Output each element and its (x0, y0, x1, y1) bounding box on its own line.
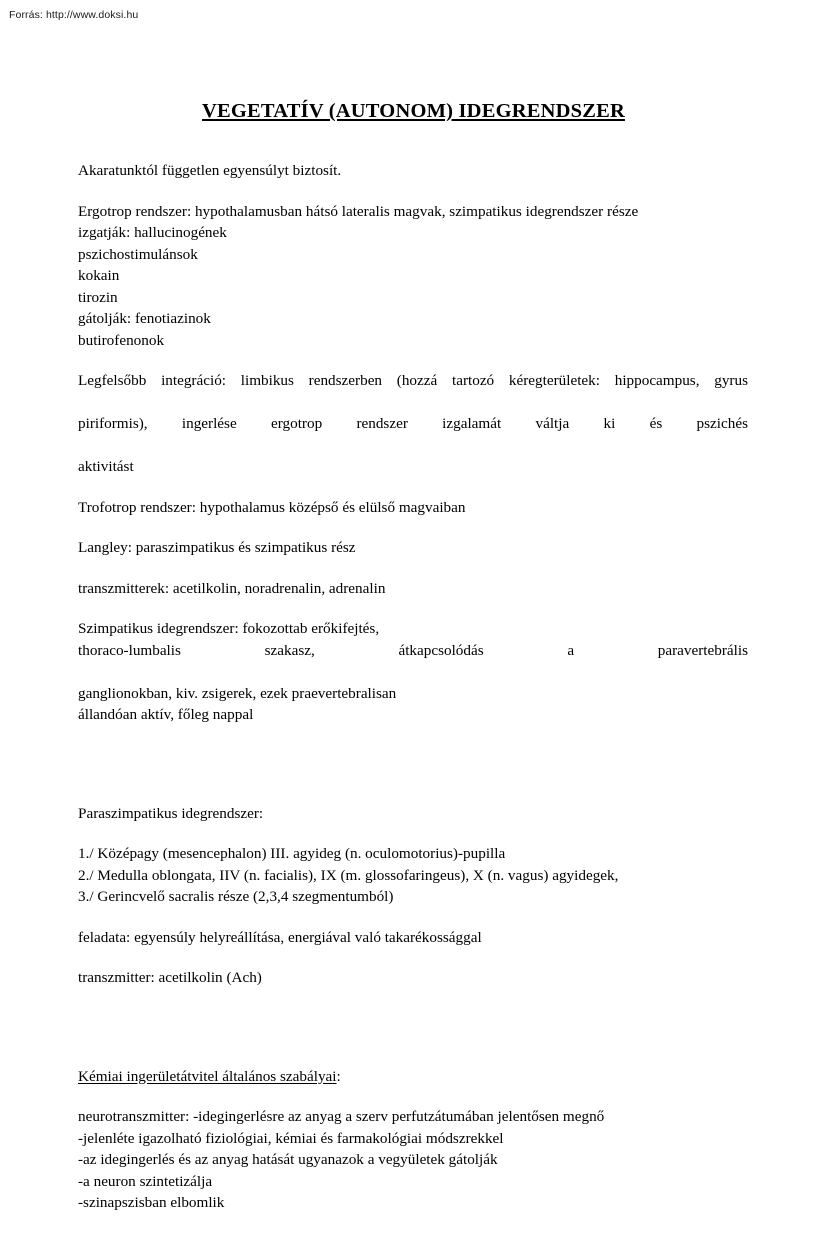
ergotrop-stimulate-item: kokain (78, 267, 120, 284)
chemical-transmission-heading-block (78, 1066, 748, 1088)
neurotransmitter-rule: -szinapszisban elbomlik (78, 1194, 225, 1211)
chemical-transmission-heading-colon: : (336, 1067, 341, 1085)
neurotransmitter-lead: neurotranszmitter: -idegingerlésre az anyag a szerv perfutzátumában jelentősen megnő (78, 1108, 605, 1125)
parasympathetic-task-block (78, 927, 748, 949)
ergotrop-inhibit-label: gátolják: fenotiazinok (78, 310, 211, 327)
sympathetic-line-1: thoraco-lumbalis szakasz, átkapcsolódás a paravertebrális (78, 641, 748, 659)
chemical-transmission-heading-text: Kémiai ingerületátvitel általános szabályai (78, 1067, 337, 1085)
source-url-header: Forrás: http://www.doksi.hu (9, 9, 139, 21)
neurotransmitter-rule: -az idegingerlés és az anyag hatását ugyanazok a vegyületek gátolják (78, 1151, 498, 1168)
integration-block (78, 370, 748, 478)
integration-line-2: piriformis), ingerlése ergotrop rendszer izgalamát váltja ki és pszichés (78, 415, 748, 432)
integration-line-3: aktivitást (78, 458, 134, 475)
ergotrop-stimulate-item: pszichostimulánsok (78, 245, 198, 263)
parasympathetic-transmitter: transzmitter: acetilkolin (Ach) (78, 969, 262, 986)
list-item: 2./ Medulla oblongata, IIV (n. facialis), IX (m. glossofaringeus), X (n. vagus) agyidegek, (78, 866, 619, 884)
langley-block (78, 537, 748, 559)
chemical-transmission-heading (78, 1066, 748, 1088)
chemical-transmission-block (78, 1106, 748, 1214)
section-spacer (78, 745, 748, 803)
parasympathetic-transmitter-block (78, 967, 748, 989)
sympathetic-line-2: ganglionokban, kiv. zsigerek, ezek praevertebralisan (78, 684, 397, 702)
parasympathetic-list (78, 843, 748, 908)
page-title (0, 98, 827, 124)
ergotrop-stimulate-label: izgatják: hallucinogének (78, 224, 227, 241)
sympathetic-block (78, 618, 748, 726)
parasympathetic-heading: Paraszimpatikus idegrendszer: (78, 804, 264, 822)
ergotrop-lead: Ergotrop rendszer: hypothalamusban hátsó lateralis magvak, szimpatikus idegrendszer része (78, 202, 639, 220)
list-item: 1./ Középagy (mesencephalon) III. agyideg (n. oculomotorius)-pupilla (78, 845, 506, 862)
parasympathetic-task: feladata: egyensúly helyreállítása, energiával való takarékossággal (78, 928, 482, 946)
neurotransmitter-rule: -jelenléte igazolható fiziológiai, kémiai és farmakológiai módszrekkel (78, 1129, 504, 1147)
document-body (78, 160, 748, 1233)
transmitters-block (78, 578, 748, 600)
integration-line-1: Legfelsőbb integráció: limbikus rendszerben (hozzá tartozó kéregterületek: hippocampus, gyrus (78, 372, 748, 389)
langley-text: Langley: paraszimpatikus és szimpatikus rész (78, 539, 356, 556)
ergotrop-inhibit-item: butirofenonok (78, 331, 165, 349)
intro-block (78, 160, 748, 182)
parasympathetic-heading-block (78, 803, 748, 825)
sympathetic-line-3: állandóan aktív, főleg nappal (78, 706, 254, 723)
ergotrop-stimulate-item: tirozin (78, 288, 118, 306)
trofotrop-text: Trofotrop rendszer: hypothalamus középső és elülső magvaiban (78, 498, 466, 516)
transmitters-text: transzmitterek: acetilkolin, noradrenalin, adrenalin (78, 579, 386, 597)
ergotrop-block (78, 201, 748, 352)
sympathetic-lead: Szimpatikus idegrendszer: fokozottab erőkifejtés, (78, 620, 380, 637)
trofotrop-block (78, 497, 748, 519)
section-spacer (78, 1008, 748, 1066)
page-title-text: VEGETATÍV (AUTONOM) IDEGRENDSZER (202, 100, 625, 122)
neurotransmitter-rule: -a neuron szintetizálja (78, 1172, 213, 1190)
list-item: 3./ Gerincvelő sacralis része (2,3,4 szegmentumból) (78, 888, 394, 905)
intro-text: Akaratunktól független egyensúlyt biztosít. (78, 162, 342, 179)
